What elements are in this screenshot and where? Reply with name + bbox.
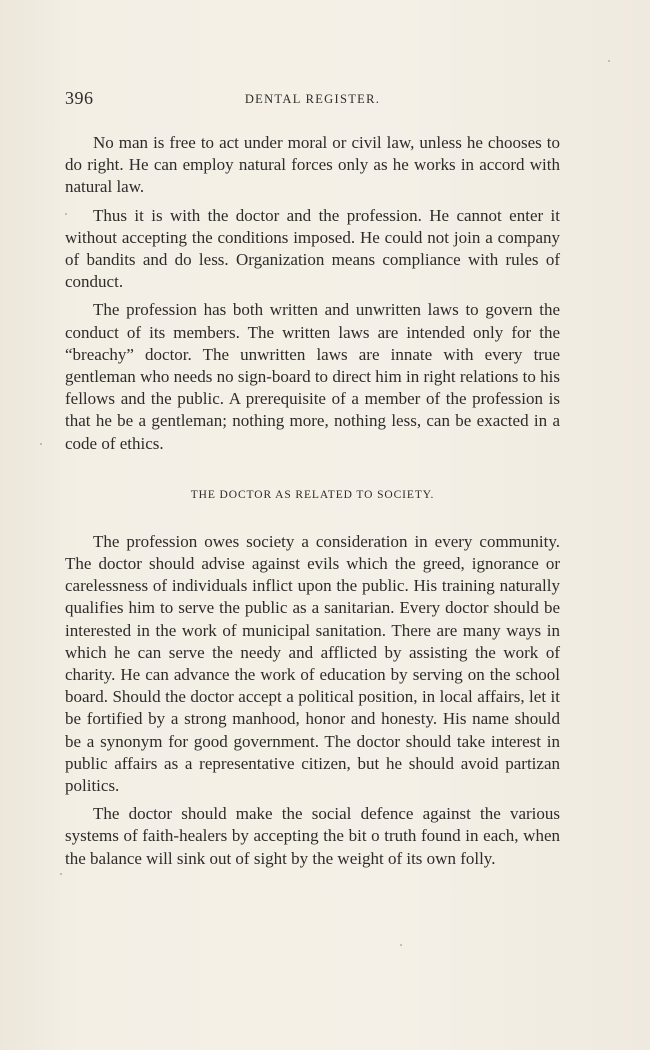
paragraph-faith-healers: The doctor should make the social defence against the various systems of faith-healers by accepting the bit o truth found in each, when the balance will sink out of sight by the weight of its own folly. <box>65 804 560 868</box>
paper-speck <box>65 213 67 215</box>
paragraph-doctor-and-profession: Thus it is with the doctor and the profession. He cannot enter it without accepting the conditions imposed. He could not join a company of bandits and do less. Organization means compliance with rules of conduct. <box>65 205 560 292</box>
paragraph-duty-to-society: The profession owes society a consideration in every community. The doctor should advise against evils which the greed, ignorance or carelessness of individuals inflict upon the public. His training naturally qualifies him to serve the public as a sanitarian. Every doctor should be interested in the work of municipal sanitation. There are many ways in which he can serve the needy and afflicted by assisting the work of charity. He can advance the work of education by serving on the school board. Should the doctor accept a political position, in local affairs, let it be fortified by a strong manhood, honor and honesty. His name should be a synonym for good government. The doctor should take interest in public affairs as a representative citizen, but he should avoid partizan politics. <box>65 531 560 796</box>
section-heading: THE DOCTOR AS RELATED TO SOCIETY. <box>190 488 435 501</box>
paper-speck <box>608 60 610 62</box>
body-text <box>65 132 560 876</box>
paper-speck <box>40 443 42 445</box>
paper-speck <box>60 873 62 875</box>
journal-title: DENTAL REGISTER. <box>244 92 381 106</box>
page-number: 396 <box>65 88 94 108</box>
paragraph-free-will: No man is free to act under moral or civil law, unless he chooses to do right. He can employ natural forces only as he works in accord with natural law. <box>65 133 560 197</box>
paragraph-written-unwritten-laws: The profession has both written and unwritten laws to govern the conduct of its members. The written laws are intended only for the “breachy” doctor. The unwritten laws are innate with every true gentleman who needs no sign-board to direct him in right relations to his fellows and the public. A prerequisite of a member of the profession is that he be a gentleman; nothing more, nothing less, can be exacted in a code of ethics. <box>65 300 560 453</box>
running-head <box>65 88 560 110</box>
paper-speck <box>400 944 402 946</box>
